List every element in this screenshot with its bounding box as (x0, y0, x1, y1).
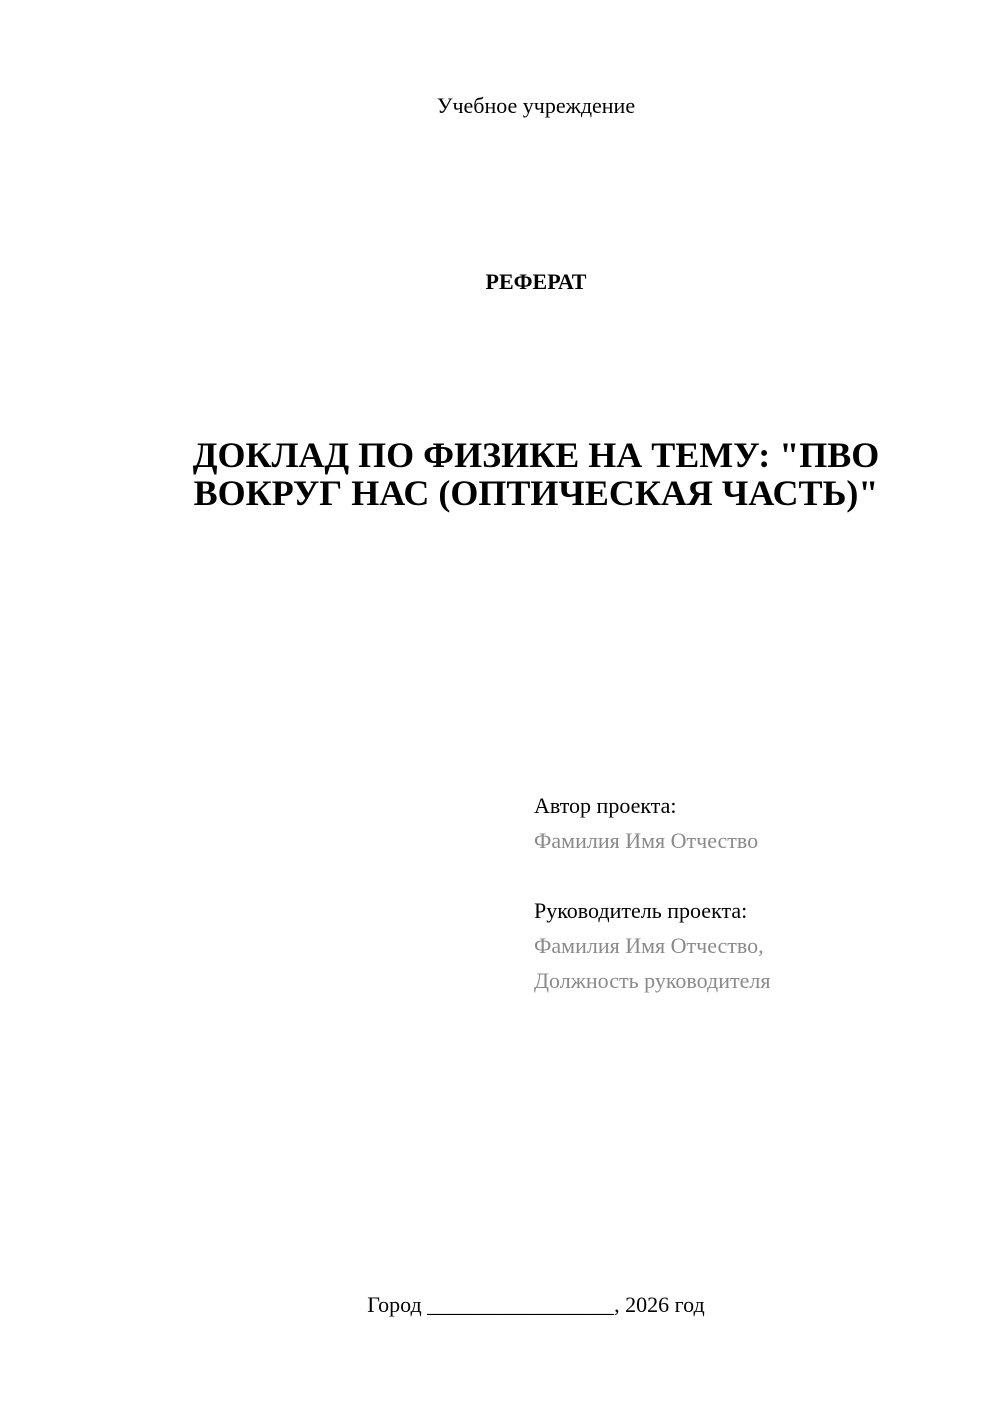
year-text: , 2026 год (614, 1292, 705, 1317)
title-line-2: ВОКРУГ НАС (ОПТИЧЕСКАЯ ЧАСТЬ)" (193, 473, 879, 513)
credits-section (534, 788, 974, 1033)
author-label: Автор проекта: (534, 793, 677, 818)
supervisor-name: Фамилия Имя Отчество, (534, 933, 764, 958)
institution-name: Учебное учреждение (436, 93, 636, 118)
supervisor-position: Должность руководителя (534, 968, 771, 993)
document-title (140, 436, 932, 512)
city-label: Город (367, 1292, 422, 1317)
city-blank: _________________ (427, 1292, 615, 1317)
document-type: РЕФЕРАТ (485, 269, 587, 294)
title-line-1: ДОКЛАД ПО ФИЗИКЕ НА ТЕМУ: "ПВО (192, 435, 880, 475)
author-name: Фамилия Имя Отчество (534, 828, 759, 853)
author-block (534, 788, 974, 858)
supervisor-block (534, 893, 974, 998)
supervisor-label: Руководитель проекта: (534, 898, 748, 923)
city-year-line (0, 1290, 1000, 1320)
